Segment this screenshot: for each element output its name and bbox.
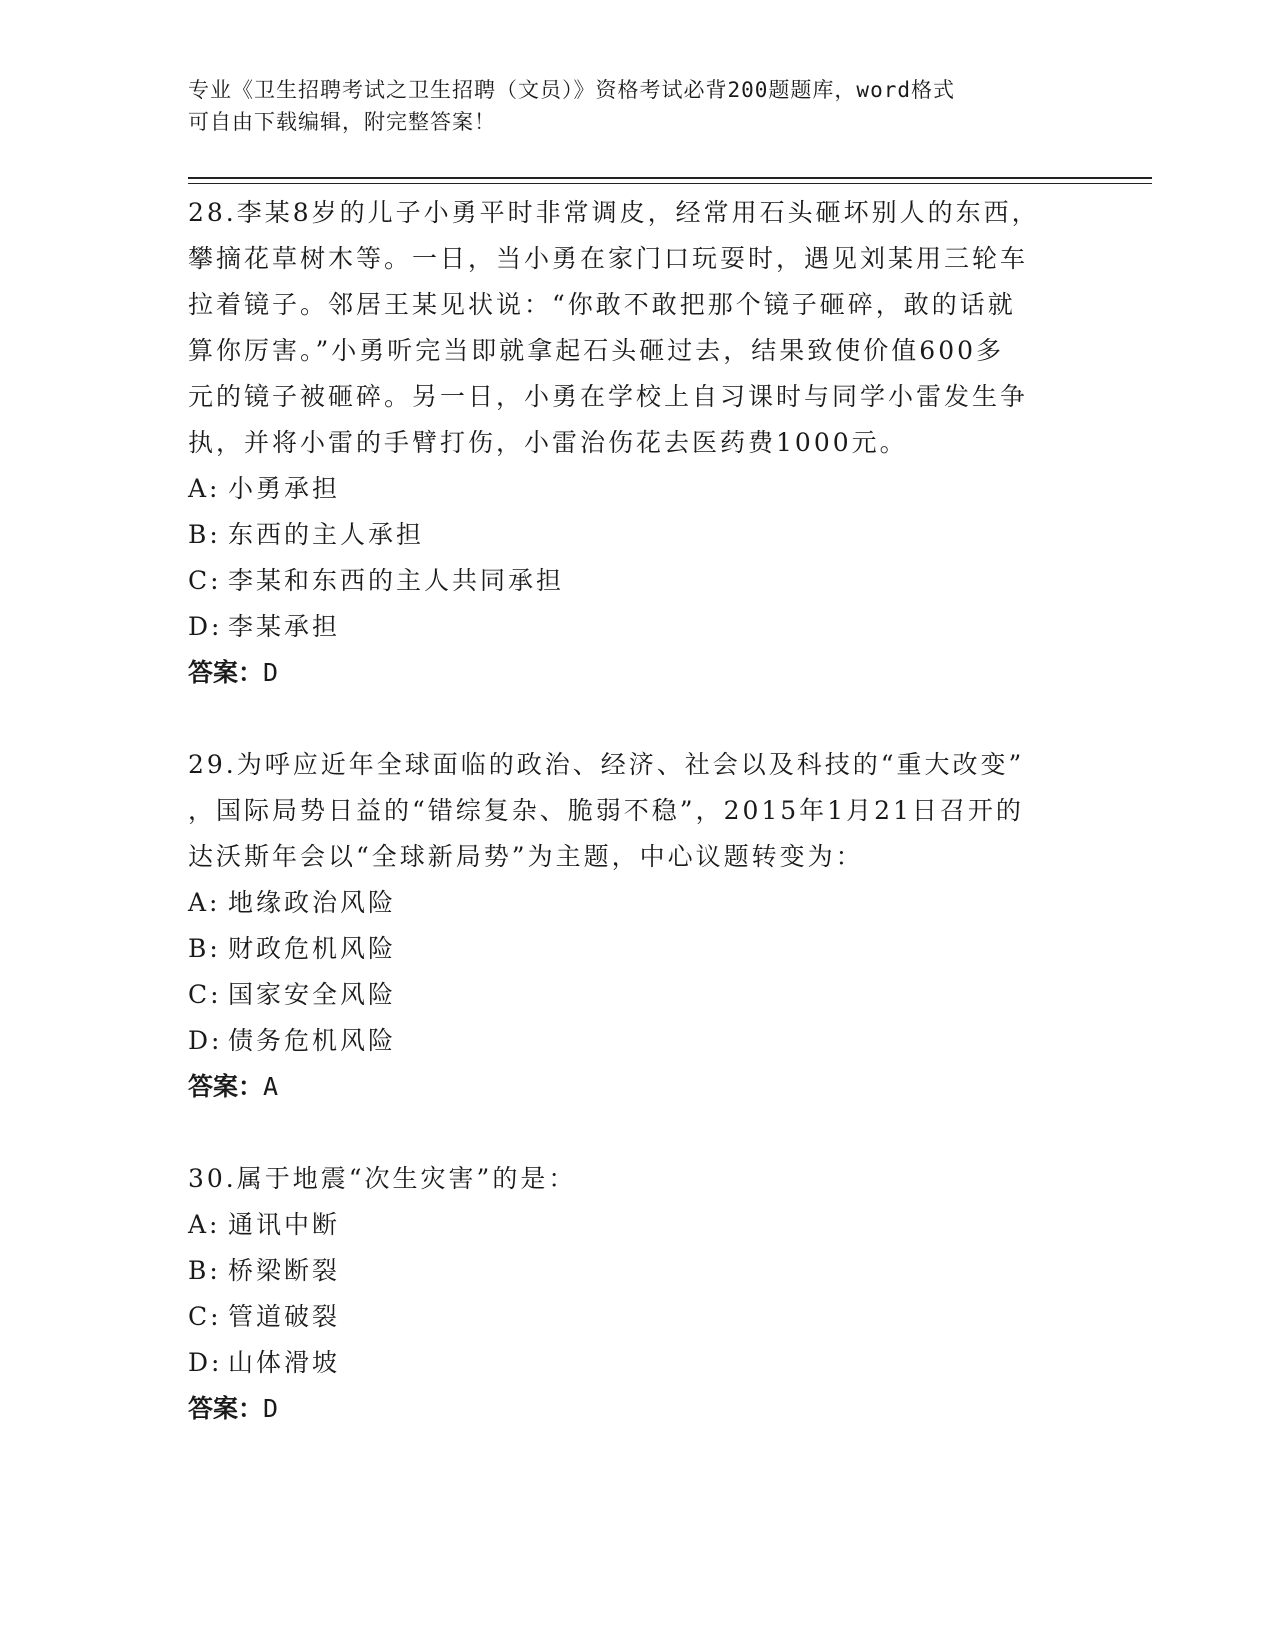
answer-value: D xyxy=(263,1394,279,1423)
option-list xyxy=(188,466,1088,650)
option-letter: C: xyxy=(188,566,222,595)
option-letter: C: xyxy=(188,1302,222,1331)
stem-line: 28.李某8岁的儿子小勇平时非常调皮，经常用石头砸坏别人的东西， xyxy=(188,198,1040,227)
option-a xyxy=(188,880,1088,926)
document-header xyxy=(188,74,1088,138)
option-letter: A: xyxy=(188,1210,221,1239)
option-letter: A: xyxy=(188,474,221,503)
option-letter: B: xyxy=(188,520,221,549)
stem-line: 算你厉害。”小勇听完当即就拿起石头砸过去，结果致使价值600多 xyxy=(188,336,1005,365)
question-28 xyxy=(188,190,1088,696)
option-letter: A: xyxy=(188,888,221,917)
question-29 xyxy=(188,742,1088,1110)
option-a xyxy=(188,1202,1088,1248)
option-letter: D: xyxy=(188,612,223,641)
option-letter: C: xyxy=(188,980,222,1009)
option-letter: B: xyxy=(188,934,221,963)
option-text: 管道破裂 xyxy=(228,1302,341,1331)
stem-line: 拉着镜子。邻居王某见状说：“你敢不敢把那个镜子砸碎，敢的话就 xyxy=(188,290,1016,319)
option-text: 通讯中断 xyxy=(228,1210,341,1239)
option-text: 李某承担 xyxy=(228,612,341,641)
stem-line: 29.为呼应近年全球面临的政治、经济、社会以及科技的“重大改变” xyxy=(188,750,1025,779)
option-b xyxy=(188,926,1088,972)
question-30 xyxy=(188,1156,1088,1432)
option-list xyxy=(188,1202,1088,1386)
option-text: 地缘政治风险 xyxy=(228,888,397,917)
answer-line xyxy=(188,1386,1088,1432)
stem-line: 达沃斯年会以“全球新局势”为主题，中心议题转变为： xyxy=(188,842,864,871)
stem-line: 攀摘花草树木等。一日，当小勇在家门口玩耍时，遇见刘某用三轮车 xyxy=(188,244,1029,273)
stem-line: 执，并将小雷的手臂打伤，小雷治伤花去医药费1000元。 xyxy=(188,428,908,457)
option-b xyxy=(188,1248,1088,1294)
option-text: 东西的主人承担 xyxy=(228,520,425,549)
option-d xyxy=(188,1340,1088,1386)
option-letter: B: xyxy=(188,1256,221,1285)
answer-label: 答案： xyxy=(188,1072,264,1101)
header-divider-thin xyxy=(188,183,1152,184)
header-line-1: 专业《卫生招聘考试之卫生招聘（文员）》资格考试必背200题题库，word格式 xyxy=(188,78,955,102)
question-stem xyxy=(188,190,1088,466)
question-stem xyxy=(188,742,1088,880)
option-c xyxy=(188,972,1088,1018)
option-letter: D: xyxy=(188,1026,223,1055)
option-list xyxy=(188,880,1088,1064)
option-b xyxy=(188,512,1088,558)
option-c xyxy=(188,1294,1088,1340)
option-c xyxy=(188,558,1088,604)
stem-line: 元的镜子被砸碎。另一日，小勇在学校上自习课时与同学小雷发生争 xyxy=(188,382,1029,411)
option-text: 财政危机风险 xyxy=(228,934,397,963)
header-divider-thick xyxy=(188,177,1152,179)
answer-label: 答案： xyxy=(188,658,264,687)
answer-value: A xyxy=(263,1072,279,1101)
option-text: 国家安全风险 xyxy=(228,980,397,1009)
answer-label: 答案： xyxy=(188,1394,264,1423)
header-line-2: 可自由下载编辑，附完整答案！ xyxy=(188,110,496,134)
option-a xyxy=(188,466,1088,512)
stem-line: 30.属于地震“次生灾害”的是： xyxy=(188,1164,577,1193)
option-d xyxy=(188,604,1088,650)
option-text: 山体滑坡 xyxy=(228,1348,341,1377)
answer-line xyxy=(188,1064,1088,1110)
option-text: 小勇承担 xyxy=(228,474,341,503)
option-letter: D: xyxy=(188,1348,223,1377)
answer-value: D xyxy=(263,658,279,687)
option-text: 债务危机风险 xyxy=(228,1026,397,1055)
option-d xyxy=(188,1018,1088,1064)
question-stem xyxy=(188,1156,1088,1202)
answer-line xyxy=(188,650,1088,696)
option-text: 李某和东西的主人共同承担 xyxy=(228,566,565,595)
option-text: 桥梁断裂 xyxy=(228,1256,341,1285)
stem-line: ，国际局势日益的“错综复杂、脆弱不稳”，2015年1月21日召开的 xyxy=(188,796,1024,825)
question-list xyxy=(188,190,1088,1478)
